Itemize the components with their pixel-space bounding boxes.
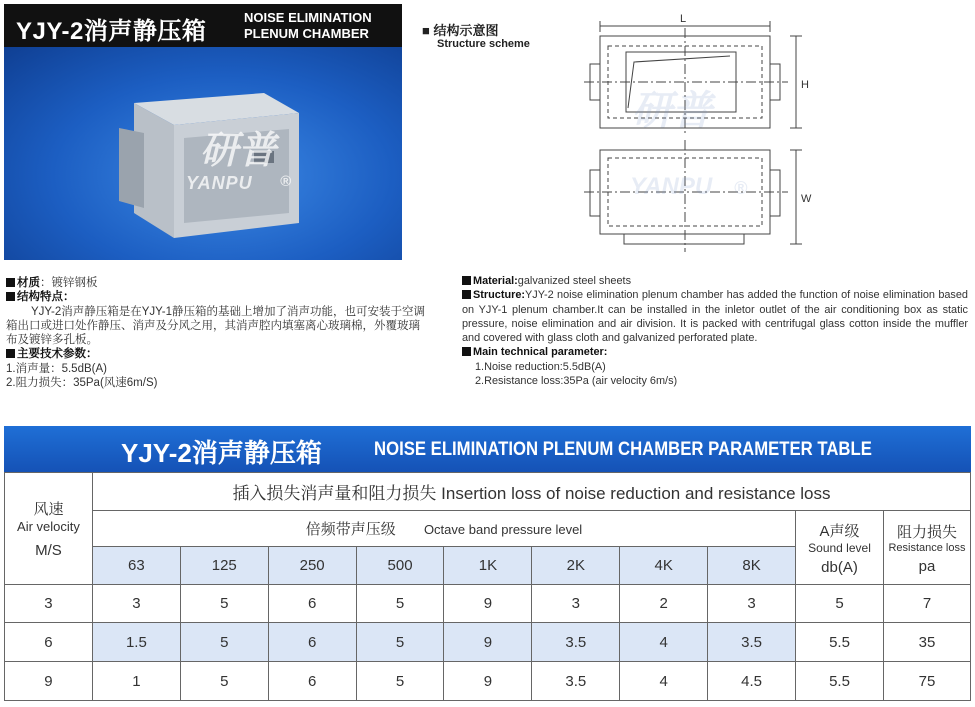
params-label-cn: 主要技术参数 <box>17 348 86 361</box>
band-2k: 2K <box>532 547 620 585</box>
cell-a-level: 5 <box>796 585 884 623</box>
cell-value: 1 <box>92 662 180 701</box>
structure-row-cn <box>6 290 426 304</box>
product-subtitle-line1: NOISE ELIMINATION <box>244 10 372 25</box>
scheme-watermark-mark: ® <box>734 178 748 198</box>
param1-en: 1.Noise reduction:5.5dB(A) <box>475 360 606 373</box>
cell-velocity: 9 <box>5 662 93 701</box>
watermark-brand-cn: 研普 <box>200 130 277 172</box>
structure-body-en: YJY-2 noise elimination plenum chamber has added the function of noise elimination based on YJY-1 plenum chamber.It can be installed in the inletor outlet of the air conditioning box as static pressure, noise elimination and air division. It is packed with centrifugal glass cotton inside the muffler and covered with glass cloth and galvanized perforated plate. <box>462 289 968 345</box>
params-row-cn <box>6 347 426 361</box>
watermark-registered-mark: ® <box>280 173 293 190</box>
material-value-en: galvanized steel sheets <box>517 275 632 287</box>
octave-header-cn: 倍频带声压级 <box>305 521 396 538</box>
cell-value: 9 <box>444 662 532 701</box>
table-title-cn: YJY-2消声静压箱 <box>121 438 322 468</box>
a-level-header-cn: A声级 <box>819 522 860 540</box>
table-row <box>5 662 971 701</box>
cell-value: 4 <box>620 662 708 701</box>
resistance-header-cn: 阻力损失 <box>896 523 957 541</box>
resistance-header <box>883 511 970 585</box>
bullet-square-icon <box>6 349 15 358</box>
scheme-title: ■ 结构示意图 <box>422 23 499 38</box>
cell-value: 3.5 <box>532 662 620 701</box>
scheme-drawing <box>412 4 972 260</box>
band-1k: 1K <box>444 547 532 585</box>
cell-value: 4 <box>620 623 708 662</box>
param2-cn: 2.阻力损失：35Pa(风速6m/S) <box>6 377 158 390</box>
cell-value: 3 <box>92 585 180 623</box>
dim-label-h: H <box>801 79 809 91</box>
band-8k: 8K <box>708 547 796 585</box>
resistance-header-en: Resistance loss <box>888 541 966 554</box>
structure-label-cn: 结构特点 <box>17 291 63 304</box>
title-bar <box>4 4 402 47</box>
dim-label-w: W <box>801 193 812 205</box>
cell-value: 6 <box>268 585 356 623</box>
structure-colon-cn: ： <box>63 291 75 304</box>
cell-value: 9 <box>444 623 532 662</box>
parameter-table-section <box>4 426 971 704</box>
cell-velocity: 3 <box>5 585 93 623</box>
cell-resistance: 75 <box>883 662 970 701</box>
scheme-subtitle: Structure scheme <box>437 38 530 50</box>
bullet-square-icon <box>6 278 15 287</box>
bullet-square-icon <box>462 290 471 299</box>
table-row <box>5 623 971 662</box>
description-en <box>462 274 968 388</box>
cell-velocity: 6 <box>5 623 93 662</box>
velocity-header-en: Air velocity <box>17 519 80 534</box>
watermark-brand-en: YANPU <box>186 173 253 193</box>
cell-value: 5 <box>356 585 444 623</box>
param1-cn: 1.消声量：5.5dB(A) <box>6 362 107 375</box>
table-title-bar <box>4 426 971 472</box>
a-level-header-unit: db(A) <box>821 558 858 576</box>
parameter-table <box>4 472 971 701</box>
cell-value: 3.5 <box>532 623 620 662</box>
cell-resistance: 35 <box>883 623 970 662</box>
structure-row-en <box>462 288 968 345</box>
cell-value: 5 <box>356 662 444 701</box>
cell-value: 5 <box>356 623 444 662</box>
band-4k: 4K <box>620 547 708 585</box>
material-row-cn <box>6 276 426 290</box>
description-cn <box>6 276 426 390</box>
cell-value: 3.5 <box>708 623 796 662</box>
velocity-header <box>5 473 93 585</box>
material-label-cn: 材质 <box>17 277 40 289</box>
cell-value: 9 <box>444 585 532 623</box>
bullet-square-icon <box>6 292 15 301</box>
cell-value: 3 <box>708 585 796 623</box>
cell-value: 5 <box>180 585 268 623</box>
cell-a-level: 5.5 <box>796 662 884 701</box>
param2-en: 2.Resistance loss:35Pa (air velocity 6m/s) <box>475 375 678 388</box>
params-row-en <box>462 345 968 359</box>
structure-label-en: Structure: <box>473 289 526 302</box>
cell-value: 6 <box>268 623 356 662</box>
cell-value: 1.5 <box>92 623 180 662</box>
velocity-header-unit: M/S <box>35 542 62 559</box>
band-250: 250 <box>268 547 356 585</box>
product-photo <box>4 47 402 260</box>
params-colon-cn: ： <box>86 348 98 361</box>
band-125: 125 <box>180 547 268 585</box>
scheme-watermark-en: YANPU <box>630 173 713 200</box>
velocity-header-cn: 风速 <box>33 501 64 518</box>
cell-value: 2 <box>620 585 708 623</box>
a-level-header-en: Sound level <box>808 540 871 555</box>
insertion-loss-header: 插入损失消声量和阻力损失 Insertion loss of noise reduction and resistance loss <box>92 473 970 511</box>
band-63: 63 <box>92 547 180 585</box>
structure-scheme <box>412 4 972 260</box>
material-row-en <box>462 274 968 288</box>
params-label-en: Main technical parameter: <box>473 346 608 359</box>
band-500: 500 <box>356 547 444 585</box>
material-label-en: Material: <box>473 275 518 287</box>
material-value-cn: ：镀锌钢板 <box>40 277 98 289</box>
octave-header <box>92 511 795 547</box>
structure-body-cn: YJY-2消声静压箱是在YJY-1静压箱的基础上增加了消声功能，也可安装于空调箱出口或进口处作静压、消声及分风之用，其消声腔内填塞离心玻璃棉，外覆玻璃布及镀锌多孔板。 <box>6 305 426 347</box>
cell-value: 5 <box>180 623 268 662</box>
dim-label-l: L <box>680 13 687 25</box>
table-row <box>5 585 971 623</box>
product-subtitle <box>244 10 372 42</box>
octave-header-en: Octave band pressure level <box>423 522 583 537</box>
product-subtitle-line2: PLENUM CHAMBER <box>244 26 369 41</box>
cell-a-level: 5.5 <box>796 623 884 662</box>
cell-value: 3 <box>532 585 620 623</box>
cell-value: 6 <box>268 662 356 701</box>
bullet-square-icon <box>462 276 471 285</box>
cell-resistance: 7 <box>883 585 970 623</box>
a-level-header <box>796 511 884 585</box>
table-title-en: NOISE ELIMINATION PLENUM CHAMBER PARAMETER TABLE <box>374 439 872 460</box>
product-banner <box>4 4 402 260</box>
cell-value: 5 <box>180 662 268 701</box>
resistance-header-unit: pa <box>918 557 936 575</box>
cell-value: 4.5 <box>708 662 796 701</box>
scheme-watermark-cn: 研普 <box>632 89 712 133</box>
product-title: YJY-2消声静压箱 <box>16 18 207 45</box>
bullet-square-icon <box>462 347 471 356</box>
